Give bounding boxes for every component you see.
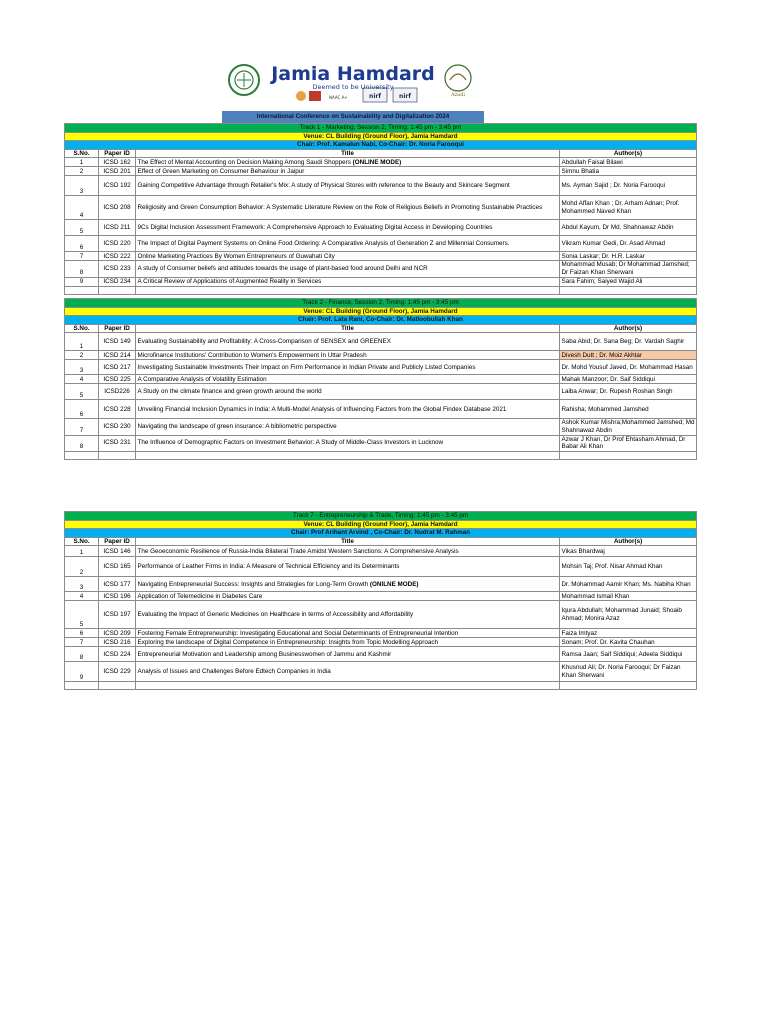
cell-title: [136, 638, 560, 647]
cell-paper-id: ICSD 214: [99, 351, 136, 360]
table-row: [65, 662, 697, 682]
track-chairs: Chair: Prof. Kamalun Nabi, Co-Chair: Dr. Noria Farooqui: [65, 141, 697, 150]
cell-title: [136, 333, 560, 351]
cell-title: [136, 351, 560, 360]
cell-authors: Khusnud Ali; Dr. Noria Farooqui; Dr Faizan Khan Sherwani: [560, 662, 697, 682]
paper-title: Fostering Female Entrepreneurship: Investigating Educational and Social Determinants of Entrepreneurial Intention: [137, 629, 459, 637]
track-heading: Track 1 - Marketing, Session 2, Timing: 1:45 pm - 3:45 pm: [65, 124, 697, 133]
cell-paper-id: ICSD 201: [99, 167, 136, 176]
blank-cell: [99, 451, 136, 459]
cell-authors: Ms. Ayman Sajid ; Dr. Noria Farooqui: [560, 176, 697, 196]
paper-title: Evaluating Sustainability and Profitability: A Cross-Comparison of SENSEX and GREENEX: [137, 338, 391, 346]
cell-sno: 3: [65, 577, 99, 592]
table-row: [65, 375, 697, 384]
blank-cell: [560, 682, 697, 690]
blank-cell: [136, 682, 560, 690]
track-chairs: Chair: Prof Arihant Arvind , Co-Chair: Dr. Nudrat M. Rahman: [65, 529, 697, 538]
cell-title: [136, 601, 560, 629]
cell-paper-id: ICSD 149: [99, 333, 136, 351]
table-row: [65, 220, 697, 236]
cell-paper-id: ICSD 216: [99, 638, 136, 647]
table-row: [65, 360, 697, 375]
paper-title: A Critical Review of Applications of Augmented Reality in Services: [137, 277, 322, 285]
svg-text:nirf: nirf: [369, 93, 381, 100]
table-row: [65, 557, 697, 577]
paper-title: Navigating Entrepreneurial Success: Insights and Strategies for Long-Term Growth: [137, 580, 369, 588]
cell-authors: Mohammad Ismail Khan: [560, 592, 697, 601]
cell-paper-id: ICSD 233: [99, 261, 136, 277]
cell-authors: Mohammad Musab; Dr Mohammad Jamshed; Dr Faizan Khan Sherwani: [560, 261, 697, 277]
table-row: [65, 261, 697, 277]
paper-title: Microfinance Institutions' Contribution to Women's Empowerment In Uttar Pradesh: [137, 351, 367, 359]
blank-cell: [136, 451, 560, 459]
svg-text:nirf: nirf: [399, 93, 411, 100]
cell-paper-id: ICSD 230: [99, 419, 136, 435]
paper-title: Investigating Sustainable Investments Their Impact on Firm Performance in Indian Private and Publicly Listed Companies: [137, 363, 476, 371]
cell-sno: 5: [65, 384, 99, 400]
header-logo-area: [0, 0, 768, 110]
cell-sno: 8: [65, 435, 99, 451]
cell-sno: 4: [65, 592, 99, 601]
paper-title: Unveiling Financial Inclusion Dynamics in India: A Multi-Model Analysis of Influencing Factors from the Global Findex Database 2021: [137, 405, 507, 413]
cell-sno: 2: [65, 557, 99, 577]
cell-paper-id: ICSD 229: [99, 662, 136, 682]
cell-authors: Iqura Abdullah; Mohammad Junaid; Shoaib Ahmad; Monira Azaz: [560, 601, 697, 629]
blank-cell: [560, 286, 697, 294]
cell-title: [136, 662, 560, 682]
paper-title: The Influence of Demographic Factors on Investment Behavior: A Study of Middle-Class Investors in Lucknow: [137, 439, 444, 447]
paper-title: Evaluating the Impact of Generic Medicines on Healthcare in terms of Accessibility and Affordability: [137, 611, 414, 619]
cell-sno: 6: [65, 236, 99, 252]
cell-title: [136, 360, 560, 375]
naac-badge-icon: [296, 91, 348, 101]
emblem-icon: [445, 65, 471, 98]
cell-title: [136, 419, 560, 435]
column-header-sno: S.No.: [65, 324, 99, 333]
cell-authors: Azwar J Khan, Dr Prof Ehtasham Ahmad, Dr Babar Ali Khan: [560, 435, 697, 451]
cell-authors: Simnu Bhatia: [560, 167, 697, 176]
cell-title: [136, 167, 560, 176]
logo-title: Jamia Hamdard: [271, 63, 435, 85]
cell-paper-id: ICSD226: [99, 384, 136, 400]
column-header-authors: Author(s): [560, 324, 697, 333]
paper-title: 9Cs Digital Inclusion Assessment Framework: A Comprehensive Approach to Evaluating Digital Access in Developing Countries: [137, 224, 493, 232]
logo-subtitle: Deemed to be University: [312, 83, 394, 91]
cell-title: [136, 277, 560, 286]
table-row: [65, 176, 697, 196]
cell-paper-id: ICSD 234: [99, 277, 136, 286]
cell-paper-id: ICSD 211: [99, 220, 136, 236]
cell-authors: Rahisha; Mohammed Jamshed: [560, 400, 697, 419]
cell-authors: Vikram Kumar Gedi, Dr. Asad Ahmad: [560, 236, 697, 252]
cell-sno: 9: [65, 277, 99, 286]
table-row: [65, 419, 697, 435]
cell-sno: 4: [65, 375, 99, 384]
cell-authors: Divesh Dutt ; Dr. Moiz Akhtar: [560, 351, 697, 360]
table-row: [65, 592, 697, 601]
table-row: [65, 196, 697, 220]
track-heading: Track 7 - Entrepreneurship & Trade, Timing: 1:45 pm - 3:45 pm: [65, 512, 697, 521]
table-row: [65, 400, 697, 419]
column-header-title: Title: [136, 324, 560, 333]
column-header-authors: Author(s): [560, 537, 697, 546]
cell-title: [136, 261, 560, 277]
cell-paper-id: ICSD 192: [99, 176, 136, 196]
table-row: [65, 647, 697, 662]
cell-sno: 3: [65, 360, 99, 375]
track-heading: Track 2 - Finance, Session 2, Timing: 1:45 pm - 3:45 pm: [65, 299, 697, 308]
cell-authors: Abdullah Faisal Bilawi: [560, 158, 697, 167]
paper-title: Online Marketing Practices By Women Entrepreneurs of Guwahati City: [137, 252, 335, 260]
cell-sno: 7: [65, 638, 99, 647]
cell-sno: 7: [65, 419, 99, 435]
column-header-title: Title: [136, 149, 560, 158]
paper-title: Religiosity and Green Consumption Behavior: A Systematic Literature Review on the Role of Religious Beliefs in Promoting Sustainable Practices: [137, 204, 543, 212]
cell-title: [136, 546, 560, 557]
paper-title: A Comparative Analysis of Volatility Estimation: [137, 375, 267, 383]
cell-authors: Mahak Manzoor; Dr. Saif Siddiqui: [560, 375, 697, 384]
paper-title: The Effect of Mental Accounting on Decision Making Among Saudi Shoppers: [137, 158, 351, 166]
blank-cell: [99, 682, 136, 690]
blank-cell: [65, 286, 99, 294]
track-chairs: Chair: Prof. Lata Rani, Co-Chair: Dr. Matloobullah Khan: [65, 316, 697, 325]
university-logo-graphic: [0, 0, 768, 110]
cell-authors: Ramsa Jaan; Saif Siddiqui; Adeela Siddiqui: [560, 647, 697, 662]
cell-authors: Sonam; Prof. Dr. Kavita Chauhan: [560, 638, 697, 647]
paper-title: Effect of Green Marketing on Consumer Behaviour in Jaipur: [137, 167, 305, 175]
paper-title: Analysis of Issues and Challenges Before Edtech Companies in India: [137, 668, 331, 676]
blank-cell: [99, 286, 136, 294]
cell-sno: 2: [65, 167, 99, 176]
track-venue: Venue: CL Building (Ground Floor), Jamia Hamdard: [65, 520, 697, 529]
svg-text:Azadi: Azadi: [450, 92, 466, 98]
paper-title: Navigating the landscape of green insurance: A bibliometric perspective: [137, 423, 337, 431]
cell-title: [136, 252, 560, 261]
cell-sno: 7: [65, 252, 99, 261]
column-header-paper-id: Paper ID: [99, 149, 136, 158]
table-row: [65, 167, 697, 176]
track-7-table: [64, 511, 696, 690]
paper-title: Application of Telemedicine in Diabetes Care: [137, 592, 263, 600]
paper-title: Gaining Competitive Advantage through Retailer's Mix: A study of Physical Stores with reference to the Beauty and Skincare Segment: [137, 182, 510, 190]
mode-note: (ONILNE MODE): [368, 580, 419, 588]
track-venue: Venue: CL Building (Ground Floor), Jamia Hamdard: [65, 307, 697, 316]
cell-title: [136, 384, 560, 400]
paper-title: A Study on the climate finance and green growth around the world: [137, 388, 322, 396]
table-row: [65, 158, 697, 167]
cell-authors: Sara Fahim; Saiyed Wajid Ali: [560, 277, 697, 286]
cell-authors: Saba Abid; Dr. Sana Beg; Dr. Vardah Saghir: [560, 333, 697, 351]
cell-title: [136, 236, 560, 252]
cell-paper-id: ICSD 197: [99, 601, 136, 629]
cell-sno: 6: [65, 629, 99, 638]
cell-authors: Faiza Imtyaz: [560, 629, 697, 638]
paper-title: Performance of Leather Firms in India: A Measure of Technical Efficiency and its Determinants: [137, 563, 400, 571]
cell-paper-id: ICSD 225: [99, 375, 136, 384]
column-header-title: Title: [136, 537, 560, 546]
cell-title: [136, 647, 560, 662]
cell-sno: 8: [65, 261, 99, 277]
paper-title: The Impact of Digital Payment Systems on Online Food Ordering: A Comparative Analysis of Generation Z and Millennial Consumers.: [137, 240, 510, 248]
cell-authors: Abdul Kayum, Dr Md. Shahnawaz Abdin: [560, 220, 697, 236]
blank-cell: [65, 451, 99, 459]
cell-paper-id: ICSD 209: [99, 629, 136, 638]
cell-authors: Sonia Laskar; Dr. H.R. Laskar: [560, 252, 697, 261]
paper-title: Exploring the landscape of Digital Competence in Entrepreneurship: Insights from Topic Modelling Approach: [137, 638, 439, 646]
cell-paper-id: ICSD 220: [99, 236, 136, 252]
cell-title: [136, 435, 560, 451]
cell-paper-id: ICSD 146: [99, 546, 136, 557]
cell-paper-id: ICSD 224: [99, 647, 136, 662]
table-row: [65, 435, 697, 451]
cell-sno: 9: [65, 662, 99, 682]
table-row: [65, 638, 697, 647]
cell-authors: Mohd Affan Khan ; Dr. Arham Adnan; Prof. Mohammed Naved Khan: [560, 196, 697, 220]
table-row: [65, 351, 697, 360]
cell-authors: Ashok Kumar Mishra;Mohammed Jamshed; Md Shahnawaz Abdin: [560, 419, 697, 435]
column-header-sno: S.No.: [65, 149, 99, 158]
blank-cell: [65, 682, 99, 690]
cell-authors: Laiba Anwar; Dr. Rupesh Roshan Singh: [560, 384, 697, 400]
cell-paper-id: ICSD 162: [99, 158, 136, 167]
table-row: [65, 333, 697, 351]
table-row: [65, 236, 697, 252]
blank-cell: [136, 286, 560, 294]
paper-title: Entrepreneurial Motivation and Leadership among Businesswomen of Jammu and Kashmir: [137, 650, 392, 658]
cell-sno: 8: [65, 647, 99, 662]
cell-sno: 5: [65, 601, 99, 629]
table-row: [65, 384, 697, 400]
cell-title: [136, 176, 560, 196]
cell-title: [136, 375, 560, 384]
seal-icon: [229, 65, 259, 95]
cell-sno: 5: [65, 220, 99, 236]
column-header-paper-id: Paper ID: [99, 537, 136, 546]
cell-title: [136, 400, 560, 419]
table-row: [65, 629, 697, 638]
column-header-authors: Author(s): [560, 149, 697, 158]
cell-paper-id: ICSD 196: [99, 592, 136, 601]
table-row: [65, 546, 697, 557]
cell-sno: 6: [65, 400, 99, 419]
mode-note: (ONLINE MODE): [350, 158, 402, 166]
cell-title: [136, 629, 560, 638]
cell-authors: Dr. Mohd Yousuf Javed, Dr. Mohammad Hasan: [560, 360, 697, 375]
track-2-table: [64, 298, 696, 460]
table-row: [65, 277, 697, 286]
cell-title: [136, 220, 560, 236]
cell-sno: 1: [65, 546, 99, 557]
cell-paper-id: ICSD 222: [99, 252, 136, 261]
cell-paper-id: ICSD 217: [99, 360, 136, 375]
paper-title: The Geoeconomic Resilience of Russia-India Bilateral Trade Amidst Western Sanctions: A Comprehensive Analysis: [137, 547, 459, 555]
table-row: [65, 577, 697, 592]
blank-cell: [560, 451, 697, 459]
column-header-paper-id: Paper ID: [99, 324, 136, 333]
cell-paper-id: ICSD 228: [99, 400, 136, 419]
svg-text:NAAC A+: NAAC A+: [329, 95, 348, 100]
cell-authors: Vikas Bhardwaj: [560, 546, 697, 557]
cell-sno: 1: [65, 333, 99, 351]
cell-paper-id: ICSD 231: [99, 435, 136, 451]
cell-title: [136, 196, 560, 220]
table-row: [65, 252, 697, 261]
conference-banner: International Conference on Sustainability and Digitalization 2024: [222, 111, 484, 123]
cell-title: [136, 592, 560, 601]
cell-sno: 2: [65, 351, 99, 360]
table-row: [65, 601, 697, 629]
cell-authors: Mohsin Taj; Prof. Nisar Ahmad Khan: [560, 557, 697, 577]
cell-paper-id: ICSD 208: [99, 196, 136, 220]
paper-title: A study of Consumer beliefs and attitudes towards the usage of plant-based food around Delhi and NCR: [137, 265, 428, 273]
cell-paper-id: ICSD 177: [99, 577, 136, 592]
track-1-table: [64, 123, 696, 295]
column-header-sno: S.No.: [65, 537, 99, 546]
track-venue: Venue: CL Building (Ground Floor), Jamia Hamdard: [65, 132, 697, 141]
cell-sno: 1: [65, 158, 99, 167]
cell-title: [136, 577, 560, 592]
cell-authors: Dr. Mohammad Aamir Khan; Ms. Nabiha Khan: [560, 577, 697, 592]
cell-sno: 3: [65, 176, 99, 196]
cell-sno: 4: [65, 196, 99, 220]
cell-title: [136, 557, 560, 577]
cell-title: [136, 158, 560, 167]
cell-paper-id: ICSD 165: [99, 557, 136, 577]
